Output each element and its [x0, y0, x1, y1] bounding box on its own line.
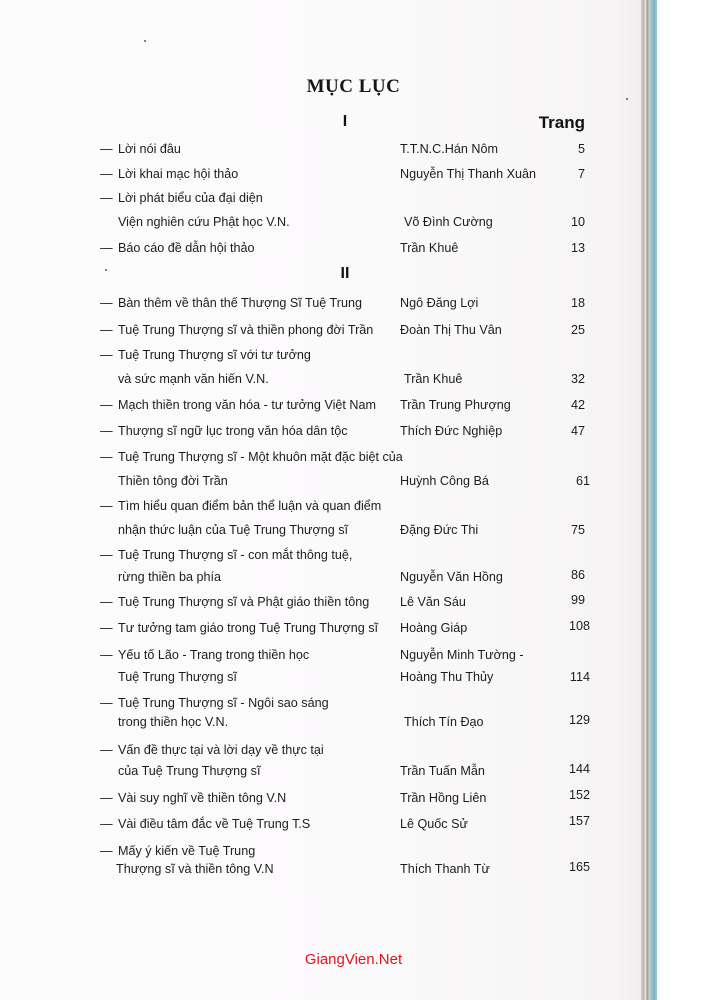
entry-title: Tuệ Trung Thượng sĩ với tư tưởng — [118, 348, 311, 362]
entry-title: Tuệ Trung Thượng sĩ - Một khuôn mặt đặc biệt của — [118, 450, 403, 464]
dash-marker: — — [100, 348, 113, 362]
entry-author: Võ Đình Cường — [404, 215, 493, 229]
section-heading-1: I — [342, 113, 348, 130]
entry-author: Nguyễn Thị Thanh Xuân — [400, 167, 537, 181]
entry-title-cont: và sức mạnh văn hiến V.N. — [118, 372, 269, 386]
entry-title: Mấy ý kiến về Tuệ Trung — [118, 844, 256, 858]
scan-speck — [105, 269, 107, 271]
entry-author: T.T.N.C.Hán Nôm — [400, 142, 498, 156]
entry-title: Lời khai mạc hội thảo — [118, 167, 239, 181]
entry-title-cont: Thượng sĩ và thiền tông V.N — [116, 862, 274, 876]
entry-title: Tuệ Trung Thượng sĩ và Phật giáo thiền tông — [118, 595, 370, 609]
entry-author-cont: Hoàng Thu Thủy — [400, 670, 494, 684]
entry-page: 86 — [570, 568, 585, 582]
dash-marker: — — [100, 696, 113, 710]
page-edge-shadow — [649, 0, 657, 1000]
entry-title: Thượng sĩ ngữ lục trong văn hóa dân tộc — [118, 424, 348, 438]
entry-author: Lê Văn Sáu — [400, 595, 466, 609]
entry-page: 25 — [570, 323, 585, 337]
entry-author: Hoàng Giáp — [400, 621, 468, 635]
section-heading-2: II — [340, 265, 350, 282]
entry-title: Vài suy nghĩ về thiền tông V.N — [118, 791, 287, 805]
entry-title: Mạch thiền trong văn hóa - tư tưởng Việt Nam — [118, 398, 376, 412]
entry-author: Trần Hồng Liên — [400, 791, 487, 805]
entry-page: 114 — [569, 670, 590, 684]
entry-page: 61 — [575, 474, 590, 488]
dash-marker: — — [100, 142, 113, 156]
entry-title: Yếu tố Lão - Trang trong thiền học — [118, 648, 310, 662]
entry-page: 165 — [568, 860, 590, 874]
entry-page: 75 — [570, 523, 585, 537]
dash-marker: — — [100, 424, 113, 438]
entry-page: 18 — [570, 296, 585, 310]
watermark-text: GiangVien.Net — [304, 951, 403, 968]
entry-page: 32 — [570, 372, 585, 386]
entry-author: Trần Khuê — [400, 241, 459, 255]
entry-title-cont: nhận thức luận của Tuệ Trung Thượng sĩ — [118, 523, 349, 537]
entry-title: Tuệ Trung Thượng sĩ và thiền phong đời Trần — [118, 323, 374, 337]
entry-author: Thích Tín Đạo — [404, 715, 484, 729]
entry-page: 10 — [570, 215, 585, 229]
dash-marker: — — [100, 844, 113, 858]
dash-marker: — — [100, 817, 113, 831]
dash-marker: — — [100, 791, 113, 805]
entry-page: 13 — [570, 241, 585, 255]
entry-page: 129 — [568, 713, 590, 727]
entry-title-cont: rừng thiền ba phía — [118, 570, 221, 584]
dash-marker: — — [100, 499, 113, 513]
entry-title: Tuệ Trung Thượng sĩ - con mắt thông tuệ, — [118, 548, 353, 562]
entry-author: Đoàn Thị Thu Vân — [400, 323, 502, 337]
dash-marker: — — [100, 548, 113, 562]
dash-marker: — — [100, 296, 113, 310]
page-title: MỤC LỤC — [306, 76, 401, 97]
dash-marker: — — [100, 595, 113, 609]
entry-page: 157 — [568, 814, 590, 828]
entry-author: Nguyễn Minh Tường - — [400, 648, 524, 662]
entry-author: Huỳnh Công Bá — [400, 474, 489, 488]
dash-marker: — — [100, 241, 113, 255]
entry-page: 5 — [577, 142, 585, 156]
entry-title: Vấn đề thực tại và lời dạy về thực tại — [118, 743, 324, 757]
entry-author: Trần Tuấn Mẫn — [400, 764, 485, 778]
entry-title-cont: của Tuệ Trung Thượng sĩ — [118, 764, 261, 778]
dash-marker: — — [100, 743, 113, 757]
entry-page: 47 — [570, 424, 585, 438]
page-column-header: Trang — [538, 113, 585, 132]
entry-page: 99 — [570, 593, 585, 607]
entry-title: Tư tưởng tam giáo trong Tuệ Trung Thượng sĩ — [118, 621, 378, 635]
entry-title: Lời phát biểu của đại diện — [118, 191, 263, 205]
scan-speck — [144, 40, 146, 42]
entry-page: 152 — [568, 788, 590, 802]
entry-author: Nguyễn Văn Hồng — [400, 570, 503, 584]
dash-marker: — — [100, 648, 113, 662]
entry-author: Thích Đức Nghiệp — [400, 424, 503, 438]
entry-author: Đặng Đức Thi — [400, 523, 479, 537]
dash-marker: — — [100, 191, 113, 205]
entry-author: Ngô Đăng Lợi — [400, 296, 479, 310]
entry-author: Lê Quốc Sử — [400, 817, 468, 831]
page-edge — [641, 0, 649, 1000]
entry-title-cont: Viện nghiên cứu Phật học V.N. — [118, 215, 290, 229]
dash-marker: — — [100, 398, 113, 412]
entry-title-cont: Tuệ Trung Thượng sĩ — [118, 670, 237, 684]
entry-title: Lời nói đâu — [118, 142, 181, 156]
entry-title: Tìm hiểu quan điểm bản thể luận và quan điểm — [118, 499, 382, 513]
dash-marker: — — [100, 450, 113, 464]
dash-marker: — — [100, 167, 113, 181]
entry-title: Tuệ Trung Thượng sĩ - Ngôi sao sáng — [118, 696, 329, 710]
entry-author: Trần Khuê — [404, 372, 463, 386]
entry-title: Báo cáo đề dẫn hội thảo — [118, 241, 255, 255]
entry-page: 42 — [570, 398, 585, 412]
entry-author: Thích Thanh Từ — [400, 862, 490, 876]
dash-marker: — — [100, 621, 113, 635]
dash-marker: — — [100, 323, 113, 337]
entry-page: 144 — [568, 762, 590, 776]
entry-page: 7 — [577, 167, 585, 181]
entry-page: 108 — [568, 619, 590, 633]
entry-title: Bàn thêm về thân thế Thượng Sĩ Tuệ Trung — [118, 296, 362, 310]
scan-speck — [626, 98, 628, 100]
entry-title: Vài điều tâm đắc về Tuệ Trung T.S — [118, 817, 311, 831]
entry-title-cont: Thiền tông đời Trần — [118, 474, 228, 488]
entry-title-cont: trong thiền học V.N. — [118, 715, 229, 729]
entry-author: Trần Trung Phượng — [400, 398, 511, 412]
